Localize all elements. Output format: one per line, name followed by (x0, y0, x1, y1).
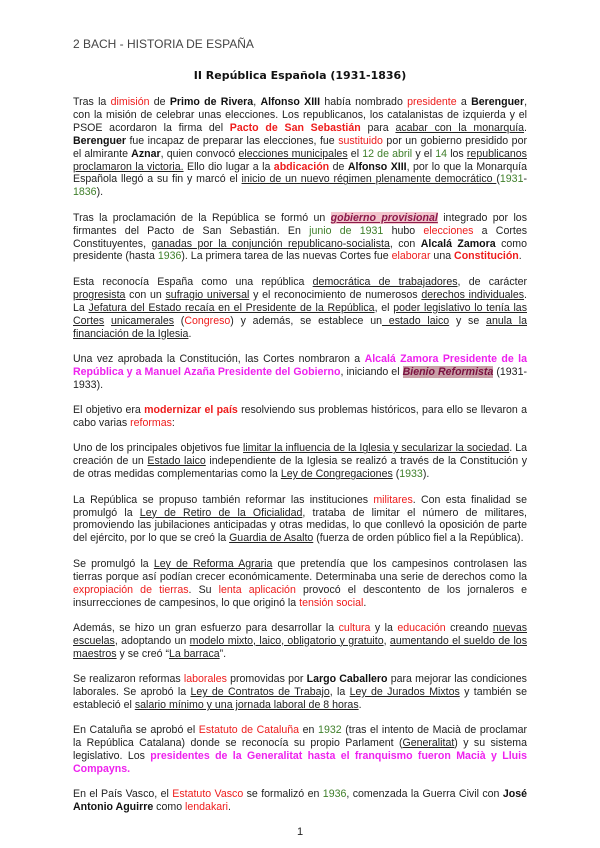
text-run: había nombrado (320, 96, 408, 108)
text-run: para mejorar las condiciones laborales. Se aprobó la (73, 673, 527, 699)
text-run: . La (73, 288, 527, 314)
emphasized-text: expropiación de tierras (73, 583, 189, 596)
text-run: con un (125, 288, 166, 301)
text-run: resolviendo sus problemas históricos, para ello se llevaron a cabo varias (73, 404, 527, 430)
text-run: , con la misión de celebrar unas elecciones. Los republicanos, los catalanistas de izquierda y el PSOE acordaron la firma del (73, 96, 528, 134)
text-run: provocó el descontento de los jornaleros e insurrecciones de campesinos, lo que originó la (73, 583, 527, 609)
emphasized-text: Guardia de Asalto (229, 532, 314, 545)
text-run: Uno de los principales objetivos fue (73, 442, 244, 455)
emphasized-text: nuevas escuelas (73, 621, 528, 647)
text-run: (fuerza de orden público fiel a la República). (313, 532, 524, 545)
text-run: ( (392, 468, 400, 481)
text-run: ( (174, 314, 185, 327)
emphasized-text: Berenguer (471, 96, 525, 108)
text-run: hubo (383, 224, 424, 237)
emphasized-text: sustituido (338, 134, 383, 147)
emphasized-text: educación (397, 621, 446, 634)
emphasized-text: Berenguer (73, 134, 126, 147)
text-run: . (358, 698, 362, 711)
emphasized-text: 14 (435, 147, 448, 160)
text-run: , con (389, 237, 421, 250)
emphasized-text: poder legislativo lo tenía las Cortes (73, 301, 527, 327)
text-run: Tras la (73, 96, 111, 108)
paragraph (73, 494, 527, 546)
text-run: Una vez aprobada la Constitución, las Cortes nombraron a (73, 352, 365, 365)
text-run: de (149, 96, 170, 108)
emphasized-text: elecciones municipales (238, 147, 348, 160)
emphasized-text: estado laico (382, 314, 450, 327)
emphasized-text: Pacto de San Sebastián (229, 121, 361, 134)
page-header: 2 BACH - HISTORIA DE ESPAÑA (73, 37, 254, 51)
emphasized-text: dimisión (110, 96, 150, 108)
emphasized-text: lendakari (185, 801, 229, 814)
paragraph (73, 673, 527, 712)
emphasized-text: derechos individuales (421, 288, 525, 301)
text-run: . (363, 596, 367, 609)
text-run: independiente de la Iglesia se realizó a través de la Constitución y de otras medidas complementarias como la (73, 455, 527, 481)
emphasized-text: Aznar (131, 147, 161, 160)
text-run: , iniciando el (340, 365, 403, 378)
text-run: : (171, 417, 175, 430)
emphasized-text: Alcalá Zamora Presidente de la República y a Manuel Azaña Presidente del Gobierno (73, 352, 527, 378)
emphasized-text: 1836 (73, 186, 97, 199)
text-run: , (383, 634, 390, 647)
emphasized-text: Generalitat (402, 737, 455, 750)
text-run: ). (96, 186, 104, 199)
emphasized-text: laborales (183, 673, 227, 686)
text-run: ) y además, se establece un (230, 314, 383, 327)
emphasized-text: Congreso (184, 314, 231, 327)
emphasized-text: presidentes de la Generalitat hasta el franquismo fueron Macià y Lluis Compayns. (73, 750, 527, 776)
text-run: ( (496, 173, 500, 186)
emphasized-text: Estado laico (147, 455, 206, 468)
text-run: a Cortes Constituyentes, (73, 224, 528, 250)
text-run: y se (449, 314, 487, 327)
text-run: , el (374, 301, 394, 314)
text-run: La República se propuso también reformar las instituciones (73, 493, 374, 506)
text-run: para (360, 121, 396, 134)
text-run: ). La primera tarea de las nuevas Cortes fue (181, 250, 392, 263)
text-run: , por lo que la Monarquía Española llegó a su fin y marcó el (73, 160, 527, 186)
emphasized-text: La barraca (168, 647, 220, 660)
text-run: Ello dio lugar a la (183, 160, 274, 173)
emphasized-text: inicio de un nuevo régimen plenamente democrático (241, 173, 497, 186)
emphasized-text: militares (373, 493, 413, 506)
text-run: una (430, 250, 455, 263)
emphasized-text: tensión social (299, 596, 364, 609)
emphasized-text: elaborar (391, 250, 431, 263)
document-body (73, 96, 527, 827)
paragraph (73, 788, 527, 814)
text-run: por un gobierno presidido por el almirante (73, 134, 527, 160)
text-run: ) y su sistema legislativo. Los (73, 737, 527, 763)
paragraph (73, 212, 527, 264)
emphasized-text: presidente (407, 96, 457, 108)
emphasized-text: Ley de Jurados Mixtos (349, 686, 460, 699)
emphasized-text: modelo mixto, laico, obligatorio y gratuito (189, 634, 384, 647)
text-run: , (253, 96, 261, 108)
emphasized-text: gobierno provisional (330, 211, 438, 224)
text-run: En Cataluña se aprobó el (73, 724, 199, 737)
text-run: Esta reconocía España como una república (73, 275, 313, 288)
emphasized-text: aumentando el sueldo de los maestros (73, 634, 527, 660)
page-number: 1 (296, 826, 304, 838)
text-run: como presidente (hasta (73, 237, 527, 263)
text-run: - (523, 173, 527, 186)
text-run: . (228, 801, 231, 814)
emphasized-text: modernizar el país (144, 404, 238, 417)
text-run: que pretendía que los campesinos controlasen las tierras porque así podían crecer económicamente. Determinaba una serie de derechos como la (73, 557, 527, 583)
emphasized-text: sufragio universal (165, 288, 250, 301)
emphasized-text: José Antonio Aguirre (73, 788, 527, 814)
text-run: y el (412, 147, 436, 160)
text-run: como (153, 801, 186, 814)
emphasized-text: Estatuto de Cataluña (198, 724, 300, 737)
text-run: el (347, 147, 363, 160)
emphasized-text: 1933 (399, 468, 423, 481)
paragraph (73, 96, 527, 199)
text-run: . (518, 250, 522, 263)
text-run: . Con esta finalidad se promulgó la (73, 493, 527, 519)
document-title: II República Española (1931-1836) (193, 69, 407, 82)
emphasized-text: cultura (338, 621, 371, 634)
text-run: ”. (219, 647, 227, 660)
text-run: , la (329, 686, 350, 699)
emphasized-text: Bienio Reformista (402, 365, 494, 378)
text-run: , adoptando un (114, 634, 190, 647)
text-run: Además, se hizo un gran esfuerzo para desarrollar la (73, 621, 339, 634)
text-run: (tras el intento de Macià de proclamar la República Catalana) donde se reconocía su propio Parlament ( (73, 724, 527, 750)
emphasized-text: Alfonso XIII (260, 96, 321, 108)
emphasized-text: Ley de Reforma Agraria (153, 557, 273, 570)
text-run: , comenzada la Guerra Civil con (346, 788, 503, 801)
text-run: integrado por los firmantes del Pacto de San Sebastián. En (73, 211, 527, 237)
emphasized-text: republicanos proclamaron la victoria. (73, 147, 527, 173)
text-run: se formalizó en (243, 788, 323, 801)
text-run (104, 315, 111, 327)
text-run: . Su (188, 583, 219, 596)
paragraph (73, 404, 527, 430)
paragraph (73, 558, 527, 610)
emphasized-text: Estatuto Vasco (172, 788, 244, 801)
text-run: y se creó “ (116, 647, 169, 660)
emphasized-text: Ley de Contratos de Trabajo (190, 686, 330, 699)
paragraph (73, 724, 527, 776)
emphasized-text: abdicación (273, 160, 330, 173)
text-run: , de carácter (457, 275, 527, 288)
text-run: y el reconocimiento de numerosos (249, 288, 422, 301)
paragraph (73, 353, 527, 392)
text-run: promovidas por (226, 673, 307, 686)
text-run: , quien convocó (160, 147, 239, 160)
text-run: y la (370, 621, 398, 634)
emphasized-text: democrática de trabajadores (312, 275, 458, 288)
text-run: de (329, 160, 348, 173)
text-run: y también se estableció el (73, 686, 527, 711)
text-run: Se promulgó la (73, 557, 154, 570)
emphasized-text: 1936 (322, 788, 347, 801)
text-run: . La creación de un (73, 442, 527, 468)
emphasized-text: progresista (73, 288, 126, 301)
text-run: El objetivo era (73, 404, 145, 417)
emphasized-text: limitar la influencia de la Iglesia y secularizar la sociedad (243, 442, 510, 455)
emphasized-text: Alcalá Zamora (420, 237, 496, 250)
text-run: (1931-1933). (73, 365, 527, 391)
emphasized-text: salario mínimo y una jornada laboral de 8 horas (134, 698, 359, 711)
emphasized-text: elecciones (423, 224, 474, 237)
paragraph (73, 442, 527, 481)
emphasized-text: Jefatura del Estado recaía en el Presidente de la República (88, 301, 375, 314)
text-run: creando (445, 621, 493, 634)
emphasized-text: Ley de Congregaciones (280, 468, 393, 481)
emphasized-text: Constitución (454, 250, 519, 263)
text-run: los (447, 147, 467, 160)
text-run: fue incapaz de preparar las elecciones, fue (125, 134, 339, 147)
emphasized-text: anula la financiación de la Iglesia (73, 314, 528, 340)
emphasized-text: ganadas por la conjunción republicano-socialista (151, 237, 390, 250)
emphasized-text: Primo de Rivera (169, 96, 254, 108)
paragraph (73, 622, 527, 661)
text-run: . (188, 327, 192, 340)
text-run: Se realizaron reformas (73, 673, 184, 686)
text-run: En el País Vasco, el (73, 788, 173, 801)
emphasized-text: unicamerales (111, 314, 175, 327)
text-run: . (524, 121, 527, 134)
emphasized-text: Ley de Retiro de la Oficialidad (139, 506, 303, 519)
emphasized-text: Alfonso XIII (347, 160, 407, 173)
emphasized-text: 1936 (157, 250, 182, 263)
emphasized-text: 1932 (318, 724, 342, 737)
text-run: , trataba de limitar el número de militares, promoviendo las jubilaciones anticipadas y otras medidas, lo que conllevó la oposición de parte del ejército, por lo que se creó la (73, 506, 527, 545)
emphasized-text: 12 de abril (362, 147, 413, 160)
text-run: en (299, 724, 319, 737)
text-run: Tras la proclamación de la República se formó un (73, 211, 331, 224)
emphasized-text: 1931 (499, 173, 524, 186)
emphasized-text: lenta aplicación (218, 583, 296, 596)
emphasized-text: acabar con la monarquía (395, 121, 525, 134)
text-run: ). (422, 468, 430, 481)
text-run: a (456, 96, 472, 108)
emphasized-text: junio de 1931 (309, 224, 384, 237)
emphasized-text: reformas (130, 417, 172, 430)
emphasized-text: Largo Caballero (306, 673, 388, 686)
paragraph (73, 276, 527, 341)
